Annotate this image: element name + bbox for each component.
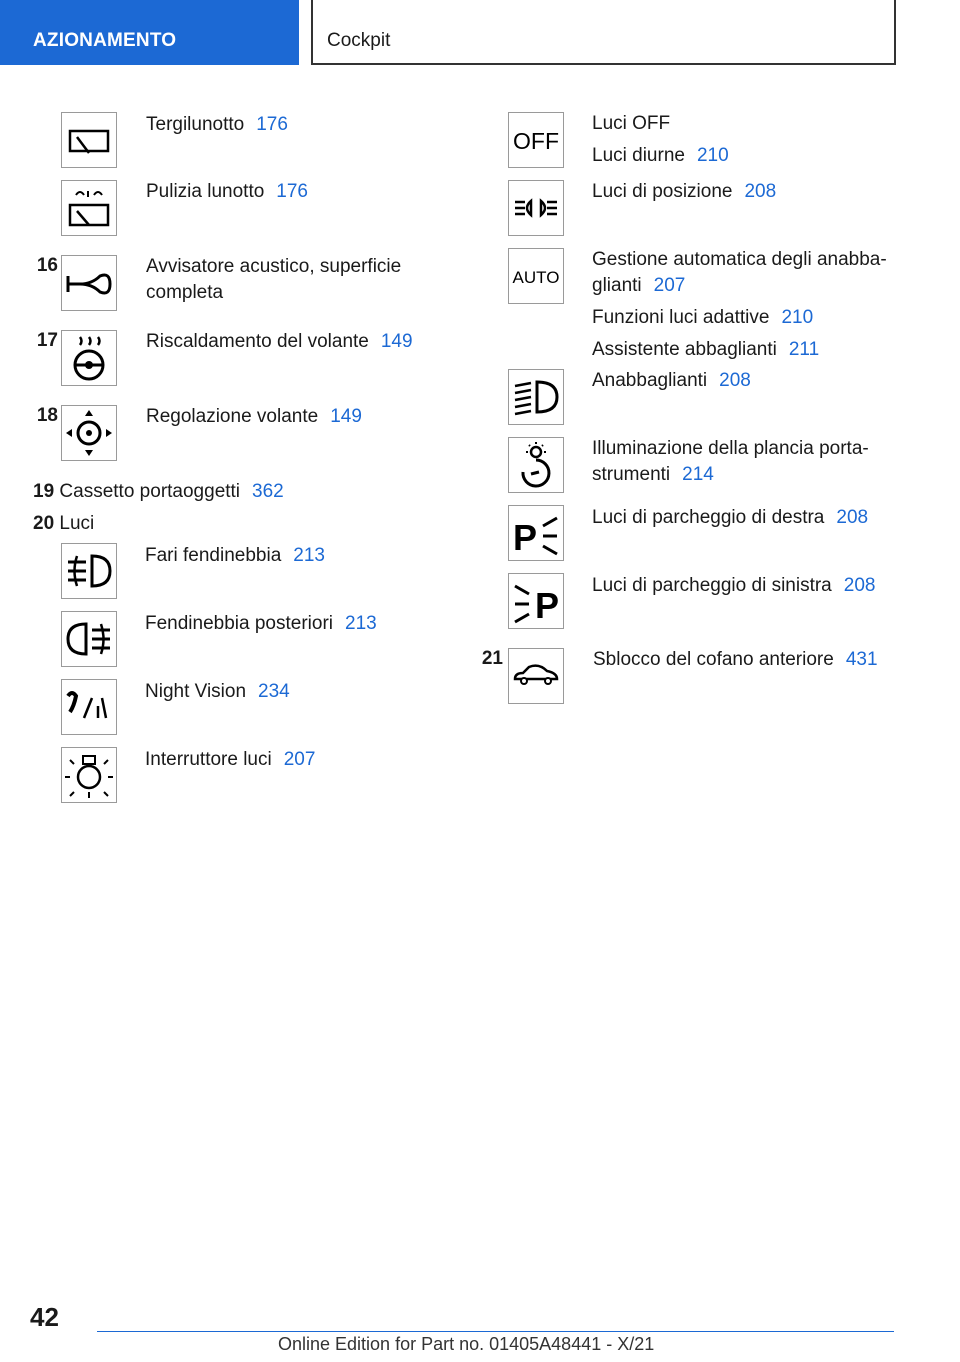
entry-sblocco-cofano	[593, 647, 878, 673]
item-number: 20	[33, 513, 55, 534]
page-ref-link[interactable]: 207	[653, 275, 686, 296]
page-ref-link[interactable]: 149	[330, 406, 362, 427]
entry-label: Luci	[59, 513, 95, 534]
section-title: AZIONAMENTO	[33, 30, 177, 51]
icon-text: OFF	[513, 128, 559, 154]
page-ref-link[interactable]: 176	[256, 114, 288, 135]
page-ref-link[interactable]: 234	[258, 681, 290, 702]
entry-tergilunotto	[146, 112, 288, 138]
entry-label: Regolazione volante	[146, 406, 319, 427]
auto-lights-icon	[508, 248, 564, 304]
icon-text: P	[534, 585, 560, 626]
entry-label: Night Vision	[145, 681, 247, 702]
hood-release-icon	[508, 648, 564, 704]
chapter-tab[interactable]	[311, 0, 896, 65]
rear-wiper-icon	[61, 112, 117, 168]
edition-footer: Online Edition for Part no. 01405A48441 - X/21	[278, 1334, 655, 1354]
page-ref-link[interactable]: 431	[845, 649, 878, 670]
entry-label: Luci OFF	[592, 113, 671, 134]
section-tab[interactable]	[0, 0, 299, 65]
page-ref-link[interactable]: 213	[345, 613, 377, 634]
page-ref-link[interactable]: 210	[781, 307, 814, 328]
parking-light-left-icon	[508, 573, 564, 629]
night-vision-icon	[61, 679, 117, 735]
entry-label: Luci di parcheggio di sinistra	[592, 575, 832, 596]
instrument-illumination-icon	[508, 437, 564, 493]
entry-label: Riscaldamento del volante	[146, 331, 369, 352]
entry-luci-posizione	[592, 179, 776, 205]
entry-fendinebbia-posteriori	[145, 611, 377, 637]
chapter-title: Cockpit	[327, 30, 391, 51]
entry-label-cont: completa	[146, 282, 224, 303]
entry-luci-off	[592, 111, 729, 169]
steering-adjust-icon	[61, 405, 117, 461]
entry-label: Luci diurne	[592, 145, 685, 166]
footer-divider	[97, 1331, 894, 1332]
icon-text: P	[512, 517, 538, 558]
entry-cassetto	[33, 479, 284, 505]
entry-fendinebbia	[145, 543, 325, 569]
page-ref-link[interactable]: 176	[276, 181, 308, 202]
page-ref-link[interactable]: 211	[788, 339, 820, 360]
entry-parcheggio-sinistra	[592, 573, 875, 599]
entry-label: Fari fendinebbia	[145, 545, 282, 566]
page-ref-link[interactable]: 214	[682, 464, 714, 485]
entry-riscaldamento-volante	[146, 329, 413, 355]
rear-washer-icon	[61, 180, 117, 236]
entry-label: Gestione automatica degli anabba-	[592, 249, 887, 270]
page-ref-link[interactable]: 207	[283, 749, 316, 770]
item-number: 21	[481, 648, 503, 669]
item-number: 17	[36, 330, 58, 351]
entry-avvisatore	[146, 254, 401, 306]
entry-pulizia-lunotto	[146, 179, 308, 205]
light-switch-icon	[61, 747, 117, 803]
entry-parcheggio-destra	[592, 505, 868, 531]
entry-label: Avvisatore acustico, superficie	[146, 256, 402, 277]
front-fog-light-icon	[61, 543, 117, 599]
page-ref-link[interactable]: 208	[744, 181, 777, 202]
entry-label: Luci di parcheggio di destra	[592, 507, 825, 528]
entry-label: Luci di posizione	[592, 181, 733, 202]
page-number: 42	[30, 1302, 59, 1332]
page-ref-link[interactable]: 210	[696, 145, 729, 166]
page-ref-link[interactable]: 208	[719, 370, 751, 391]
page-ref-link[interactable]: 149	[380, 331, 413, 352]
entry-label: Funzioni luci adattive	[592, 307, 770, 328]
entry-label: Pulizia lunotto	[146, 181, 265, 202]
parking-light-right-icon	[508, 505, 564, 561]
entry-label: Illuminazione della plancia porta-	[592, 438, 869, 459]
entry-label: Assistente abbaglianti	[592, 339, 777, 360]
icon-text: AUTO	[512, 268, 560, 287]
entry-label-cont: strumenti	[592, 464, 671, 485]
lights-off-icon	[508, 112, 564, 168]
entry-label-cont: glianti	[592, 275, 642, 296]
page-ref-link[interactable]: 362	[252, 481, 284, 502]
entry-label: Sblocco del cofano anteriore	[593, 649, 834, 670]
page-ref-link[interactable]: 208	[836, 507, 869, 528]
low-beam-icon	[508, 369, 564, 425]
heated-steering-wheel-icon	[61, 330, 117, 386]
entry-interruttore-luci	[145, 747, 315, 773]
page-ref-link[interactable]: 208	[843, 575, 876, 596]
entry-label: Fendinebbia posteriori	[145, 613, 334, 634]
entry-label: Cassetto portaoggetti	[59, 481, 241, 502]
entry-luci	[33, 511, 94, 537]
item-number: 19	[33, 481, 55, 502]
item-number: 16	[36, 255, 58, 276]
parking-lights-icon	[508, 180, 564, 236]
item-number: 18	[36, 405, 58, 426]
horn-icon	[61, 255, 117, 311]
entry-illuminazione-plancia	[592, 436, 869, 488]
entry-night-vision	[145, 679, 290, 705]
entry-label: Interruttore luci	[145, 749, 272, 770]
entry-label: Tergilunotto	[146, 114, 245, 135]
rear-fog-light-icon	[61, 611, 117, 667]
entry-regolazione-volante	[146, 404, 362, 430]
entry-anabbaglianti	[592, 368, 751, 394]
entry-gestione-automatica	[592, 247, 887, 363]
page-ref-link[interactable]: 213	[293, 545, 325, 566]
entry-label: Anabbaglianti	[592, 370, 708, 391]
